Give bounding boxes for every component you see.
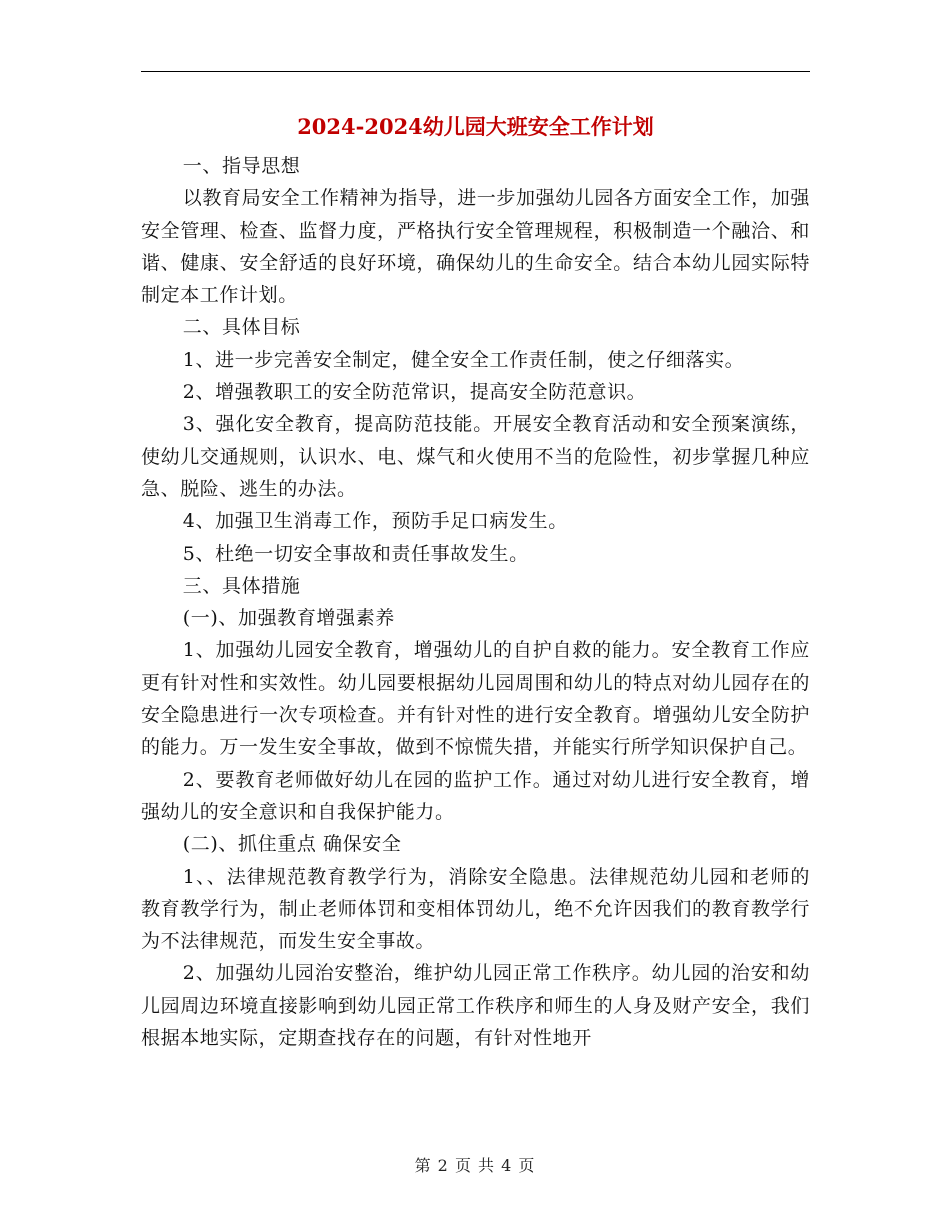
paragraph: 以教育局安全工作精神为指导，进一步加强幼儿园各方面安全工作，加强安全管理、检查、监督力度，严格执行安全管理规程，积极制造一个融洽、和谐、健康、安全舒适的良好环境，确保幼儿的生命安全。结合本幼儿园实际特制定本工作计划。 — [141, 187, 810, 307]
page-number: 第 2 页 共 4 页 — [414, 1156, 536, 1175]
section-heading: 一、指导思想 — [182, 155, 301, 177]
list-item: 2、增强教职工的安全防范常识，提高安全防范意识。 — [182, 381, 647, 404]
subsection-heading: (一)、加强教育增强素养 — [182, 607, 395, 630]
list-item: 1、、法律规范教育教学行为，消除安全隐患。法律规范幼儿园和老师的教育教学行为，制止老师体罚和变相体罚幼儿，绝不允许因我们的教育教学行为不法律规范，而发生安全事故。 — [141, 865, 810, 953]
list-item: 2、加强幼儿园治安整治，维护幼儿园正常工作秩序。幼儿园的治安和幼儿园周边环境直接影响到幼儿园正常工作秩序和师生的人身及财产安全，我们根据本地实际，定期查找存在的问题，有针对性地开 — [141, 962, 810, 1050]
document-title: 2024-2024幼儿园大班安全工作计划 — [297, 114, 654, 139]
list-item: 5、杜绝一切安全事故和责任事故发生。 — [182, 542, 529, 565]
section-heading: 二、具体目标 — [182, 316, 301, 339]
list-item: 1、进一步完善安全制定，健全安全工作责任制，使之仔细落实。 — [182, 348, 745, 371]
section-heading: 三、具体措施 — [182, 574, 301, 597]
list-item: 1、加强幼儿园安全教育，增强幼儿的自护自救的能力。安全教育工作应更有针对性和实效性。幼儿园要根据幼儿园周围和幼儿的特点对幼儿园存在的安全隐患进行一次专项检查。并有针对性的进行安全教育。增强幼儿安全防护的能力。万一发生安全事故，做到不惊慌失措，并能实行所学知识保护自己。 — [141, 639, 810, 759]
subsection-heading: (二)、抓住重点 确保安全 — [182, 833, 402, 856]
list-item: 3、强化安全教育，提高防范技能。开展安全教育活动和安全预案演练，使幼儿交通规则，认识水、电、煤气和火使用不当的危险性，初步掌握几种应急、脱险、逃生的办法。 — [141, 413, 810, 500]
list-item: 2、要教育老师做好幼儿在园的监护工作。通过对幼儿进行安全教育，增强幼儿的安全意识和自我保护能力。 — [141, 768, 810, 823]
header-rule — [141, 71, 810, 72]
list-item: 4、加强卫生消毒工作，预防手足口病发生。 — [182, 510, 568, 533]
document-body — [141, 150, 810, 1054]
